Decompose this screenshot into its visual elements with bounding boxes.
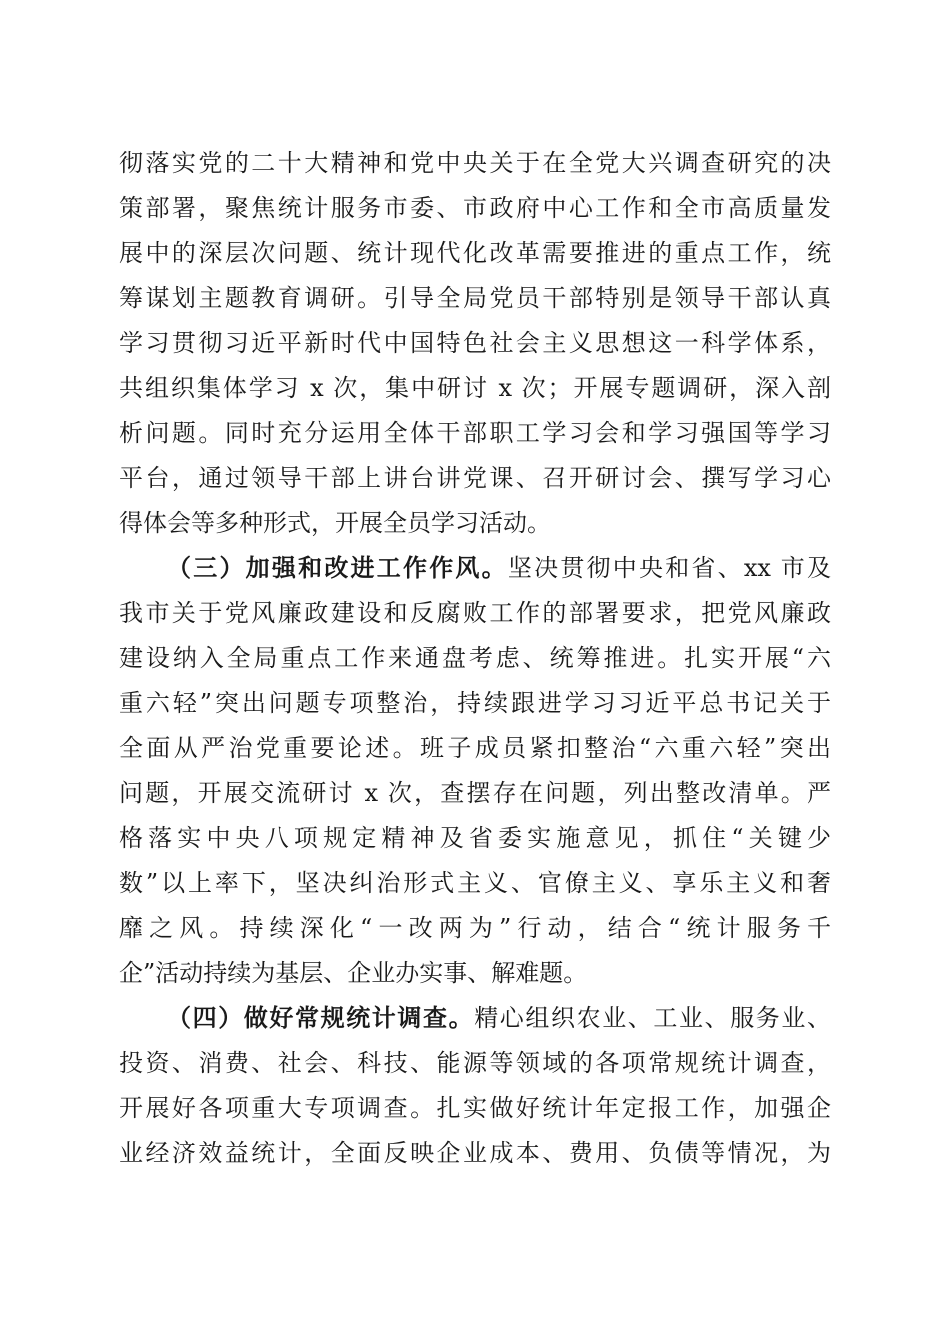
p1-line-3: 展中的深层次问题、统计现代化改革需要推进的重点工作，统 — [119, 239, 831, 267]
p2-first-line — [167, 548, 831, 588]
p1-line-2: 策部署，聚焦统计服务市委、市政府中心工作和全市高质量发 — [119, 194, 831, 222]
p2-first-line-text: 坚决贯彻中央和省、xx 市及 — [507, 554, 832, 582]
p2-line-6: 问题，开展交流研讨 x 次，查摆存在问题，列出整改清单。严 — [119, 779, 831, 807]
p1-line-9: 得体会等多种形式，开展全员学习活动。 — [119, 509, 551, 537]
p3-line-2: 投资、消费、社会、科技、能源等领域的各项常规统计调查， — [119, 1049, 831, 1077]
p1-line-1: 彻落实党的二十大精神和党中央关于在全党大兴调查研究的决 — [119, 149, 831, 177]
p2-line-2: 我市关于党风廉政建设和反腐败工作的部署要求，把党风廉政 — [119, 599, 831, 627]
p2-line-10: 企”活动持续为基层、企业办实事、解难题。 — [119, 959, 588, 987]
p2-heading: （三）加强和改进工作作风。 — [167, 553, 508, 582]
p1-line-6: 共组织集体学习 x 次，集中研讨 x 次；开展专题调研，深入剖 — [119, 374, 831, 402]
p3-heading: （四）做好常规统计调查。 — [167, 1003, 475, 1032]
p2-line-4: 重六轻”突出问题专项整治，持续跟进学习习近平总书记关于 — [119, 689, 831, 717]
p3-first-line-text: 精心组织农业、工业、服务业、 — [474, 1004, 832, 1032]
p1-line-8: 平台，通过领导干部上讲台讲党课、召开研讨会、撰写学习心 — [119, 464, 831, 492]
p3-line-4: 业经济效益统计，全面反映企业成本、费用、负债等情况，为 — [119, 1139, 831, 1167]
p1-line-7: 析问题。同时充分运用全体干部职工学习会和学习强国等学习 — [119, 419, 831, 447]
p1-line-5: 学习贯彻习近平新时代中国特色社会主义思想这一科学体系， — [119, 329, 831, 357]
p2-line-3: 建设纳入全局重点工作来通盘考虑、统筹推进。扎实开展“六 — [119, 644, 831, 672]
p2-line-7: 格落实中央八项规定精神及省委实施意见，抓住“关键少 — [119, 824, 831, 852]
p1-line-4: 筹谋划主题教育调研。引导全局党员干部特别是领导干部认真 — [119, 284, 831, 312]
p2-line-5: 全面从严治党重要论述。班子成员紧扣整治“六重六轻”突出 — [119, 734, 831, 762]
p3-first-line — [167, 998, 831, 1038]
p3-line-3: 开展好各项重大专项调查。扎实做好统计年定报工作，加强企 — [119, 1094, 831, 1122]
p2-line-8: 数”以上率下，坚决纠治形式主义、官僚主义、享乐主义和奢 — [119, 869, 831, 897]
p2-line-9: 靡之风。持续深化“一改两为”行动，结合“统计服务千 — [119, 914, 831, 942]
